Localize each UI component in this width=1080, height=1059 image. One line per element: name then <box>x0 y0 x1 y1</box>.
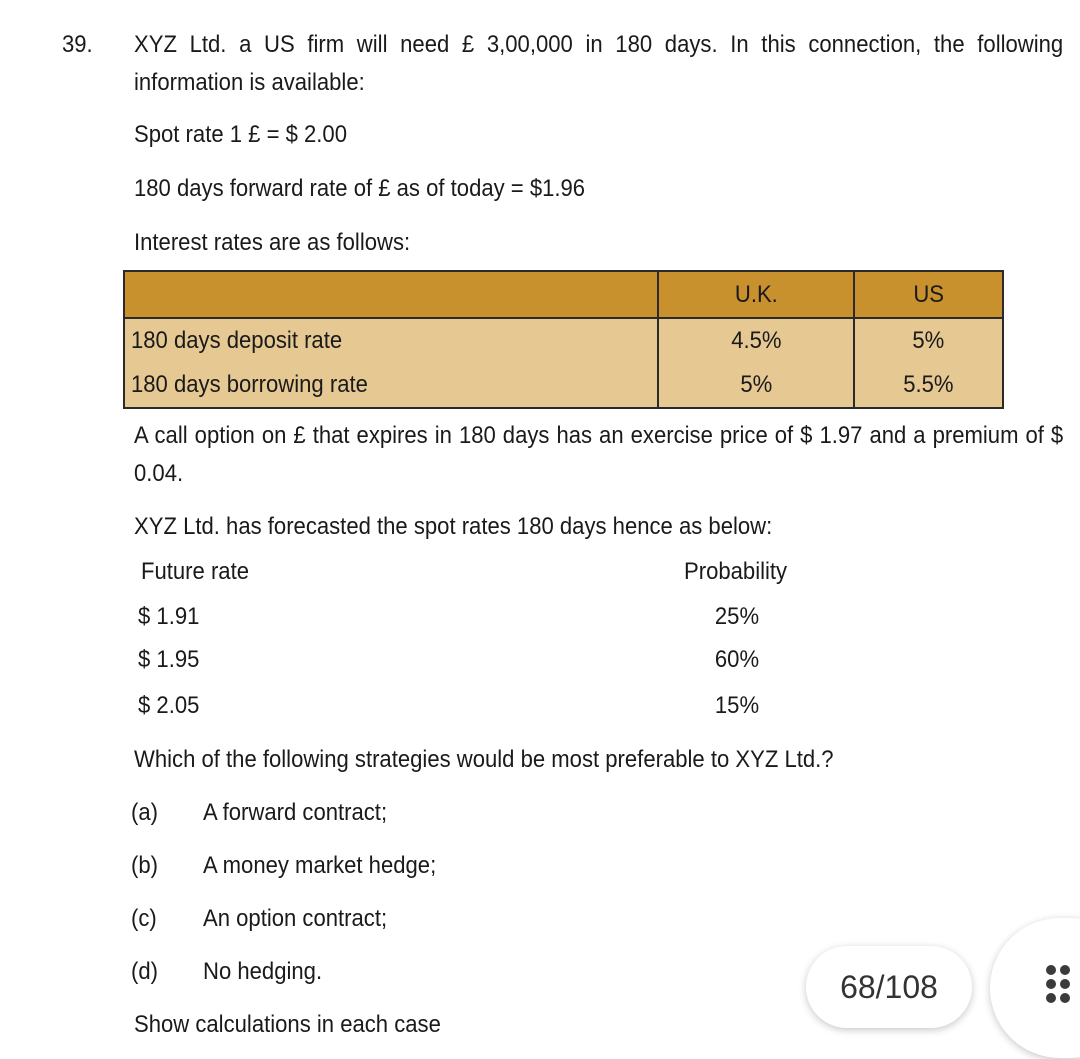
option-text-d: No hedging. <box>203 958 323 985</box>
header-uk: U.K. <box>658 271 854 318</box>
option-text-b: A money market hedge; <box>203 852 437 879</box>
table-row <box>124 363 1003 408</box>
question-number: 39. <box>62 31 93 58</box>
forecast-col-prob: Probability <box>684 558 788 585</box>
forecast-rate: $ 2.05 <box>138 692 200 719</box>
spot-rate-line: Spot rate 1 £ = $ 2.00 <box>134 121 347 148</box>
row-label: 180 days deposit rate <box>124 318 658 363</box>
table-header-row <box>124 271 1003 318</box>
option-text: A call option on £ that expires in 180 days has an exercise price of $ 1.97 and a premium of $ 0.04. <box>134 422 1064 487</box>
header-blank-cell <box>124 271 658 318</box>
option-text-c: An option contract; <box>203 905 388 932</box>
option-text-a: A forward contract; <box>203 799 388 826</box>
question-intro: XYZ Ltd. a US firm will need £ 3,00,000 in 180 days. In this connection, the following information is available: <box>134 31 1064 96</box>
option-key: (a) <box>131 799 158 826</box>
forecast-rate: $ 1.91 <box>138 603 200 630</box>
forecast-prob: 15% <box>714 692 760 719</box>
page-indicator-label: 68/108 <box>840 968 938 1005</box>
option-key: (d) <box>131 958 158 985</box>
interest-intro: Interest rates are as follows: <box>134 229 411 256</box>
forecast-rate: $ 1.95 <box>138 646 200 673</box>
strategy-prompt: Which of the following strategies would be most preferable to XYZ Ltd.? <box>134 746 834 773</box>
forecast-prob: 60% <box>714 646 760 673</box>
header-us: US <box>854 271 1003 318</box>
more-dots-icon[interactable] <box>1046 965 1076 1005</box>
uk-value: 5% <box>658 363 854 408</box>
interest-rates-table <box>123 270 1004 409</box>
option-key: (c) <box>131 905 157 932</box>
us-value: 5% <box>854 318 1003 363</box>
row-label: 180 days borrowing rate <box>124 363 658 408</box>
uk-value: 4.5% <box>658 318 854 363</box>
forecast-col-rate: Future rate <box>141 558 249 585</box>
us-value: 5.5% <box>854 363 1003 408</box>
page-indicator[interactable] <box>806 946 972 1028</box>
option-key: (b) <box>131 852 158 879</box>
footer-note: Show calculations in each case <box>134 1011 441 1038</box>
forecast-prob: 25% <box>714 603 760 630</box>
table-row <box>124 318 1003 363</box>
forecast-intro: XYZ Ltd. has forecasted the spot rates 180 days hence as below: <box>134 513 773 540</box>
forward-rate-line: 180 days forward rate of £ as of today = $1.96 <box>134 175 586 202</box>
